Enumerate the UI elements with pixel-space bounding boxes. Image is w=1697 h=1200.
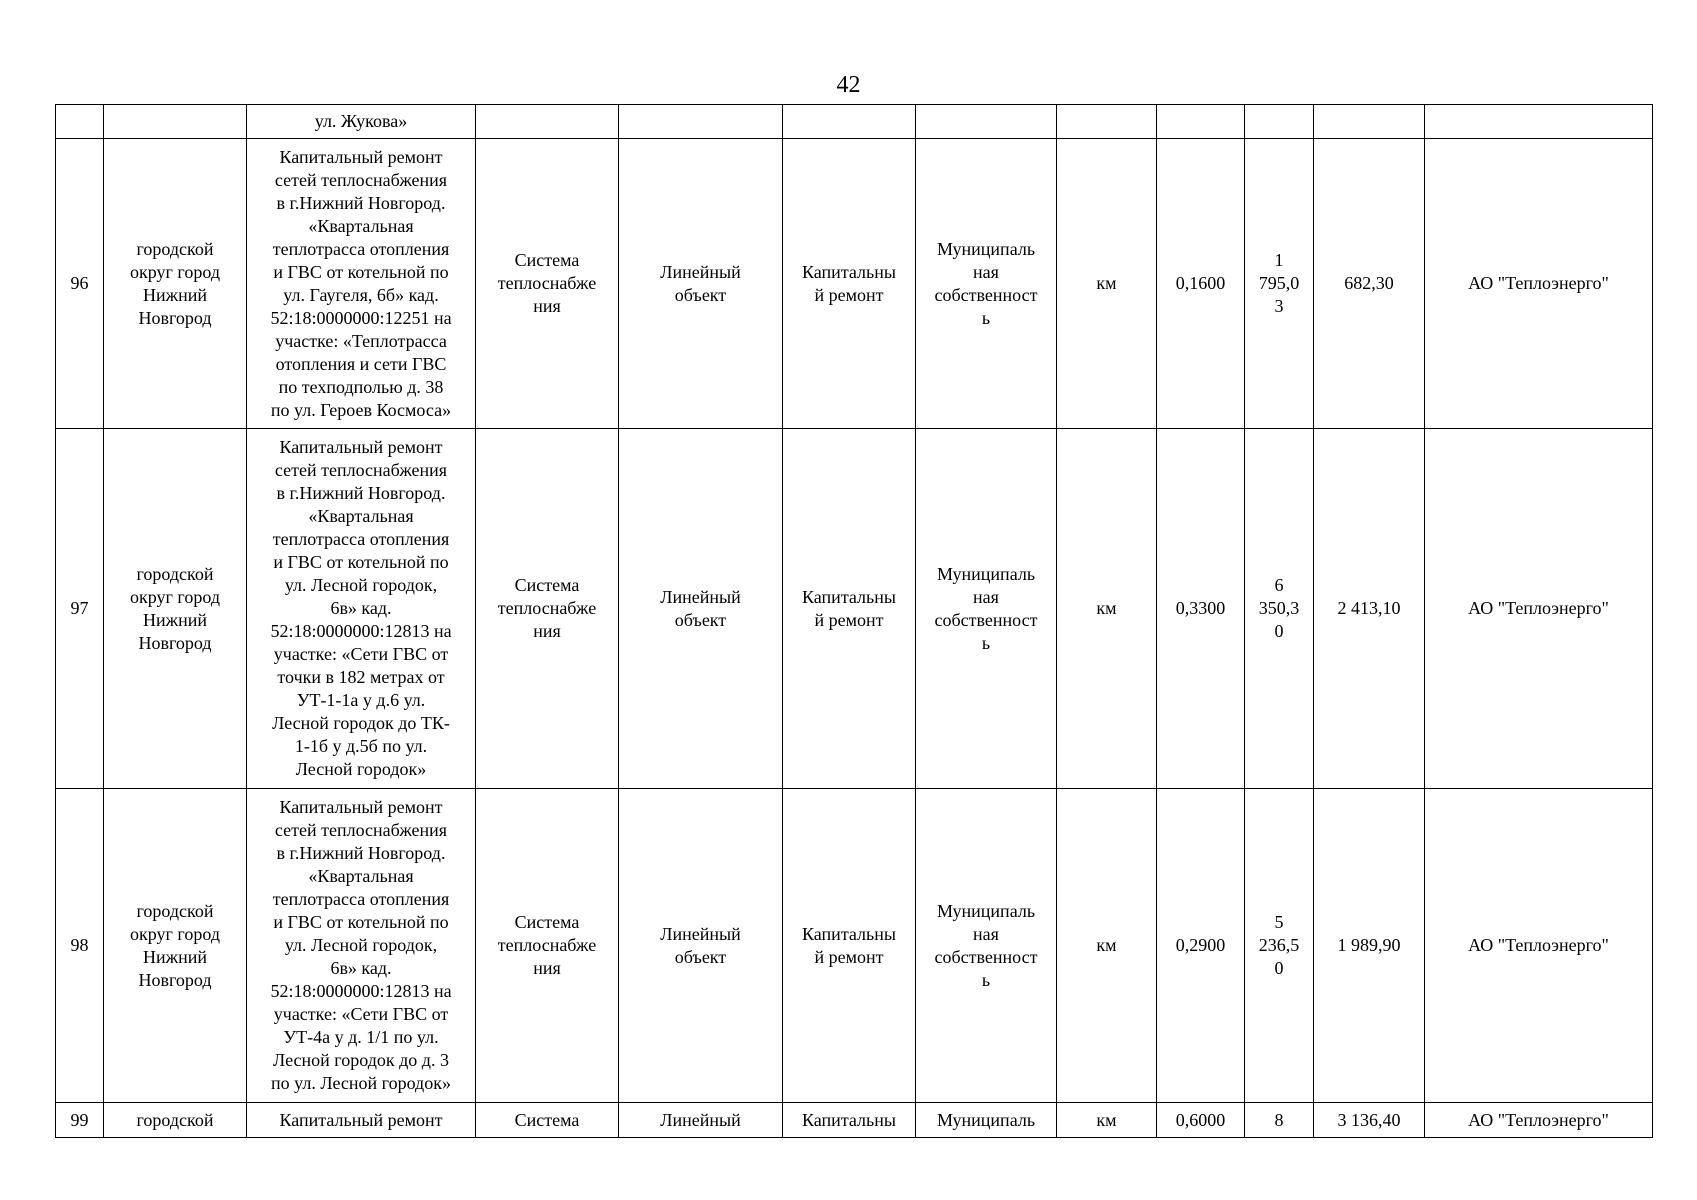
table-cell [476,105,619,139]
ownership-cell: Муниципаль ная собственност ь [916,789,1057,1103]
quantity-cell: 0,3300 [1157,429,1245,789]
table-row [56,139,1653,429]
cost-cell: 1 795,0 3 [1245,139,1314,429]
table-cell [104,105,247,139]
ownership-cell: Муниципаль ная собственност ь [916,139,1057,429]
unit-cell: км [1057,429,1157,789]
system-cell: Система [476,1103,619,1138]
object-name-cell: Капитальный ремонт сетей теплоснабжения в г.Нижний Новгород. «Квартальная теплотрасса отопления и ГВС от котельной по ул. Лесной городок, 6в» кад. 52:18:0000000:12813 на участке: «Сети ГВС от точки в 182 метрах от УТ-1-1а у д.6 ул. Лесной городок до ТК- 1-1б у д.5б по ул. Лесной городок» [247,429,476,789]
row-number: 97 [56,429,104,789]
ownership-cell: Муниципаль ная собственност ь [916,429,1057,789]
object-type-cell: Линейный объект [619,139,783,429]
table-cell [56,105,104,139]
system-cell: Система теплоснабже ния [476,429,619,789]
amount-cell: 1 989,90 [1314,789,1425,1103]
row-number: 98 [56,789,104,1103]
cost-cell: 8 [1245,1103,1314,1138]
work-type-cell: Капитальны й ремонт [783,139,916,429]
municipality-cell: городской округ город Нижний Новгород [104,139,247,429]
table-cell [1314,105,1425,139]
object-name-cell: Капитальный ремонт сетей теплоснабжения в г.Нижний Новгород. «Квартальная теплотрасса отопления и ГВС от котельной по ул. Лесной городок, 6в» кад. 52:18:0000000:12813 на участке: «Сети ГВС от УТ-4а у д. 1/1 по ул. Лесной городок до д. 3 по ул. Лесной городок» [247,789,476,1103]
organization-cell: АО "Теплоэнерго" [1425,1103,1653,1138]
cost-cell: 5 236,5 0 [1245,789,1314,1103]
table-cell [1057,105,1157,139]
unit-cell: км [1057,1103,1157,1138]
municipality-cell: городской округ город Нижний Новгород [104,429,247,789]
row-number: 96 [56,139,104,429]
unit-cell: км [1057,789,1157,1103]
ownership-cell: Муниципаль [916,1103,1057,1138]
organization-cell: АО "Теплоэнерго" [1425,789,1653,1103]
table-row [56,789,1653,1103]
municipality-cell: городской округ город Нижний Новгород [104,789,247,1103]
table-row-continuation [56,105,1653,139]
system-cell: Система теплоснабже ния [476,789,619,1103]
table-cell [783,105,916,139]
organization-cell: АО "Теплоэнерго" [1425,139,1653,429]
object-name-cell: Капитальный ремонт [247,1103,476,1138]
cost-cell: 6 350,3 0 [1245,429,1314,789]
table-cell [916,105,1057,139]
table-row [56,429,1653,789]
system-cell: Система теплоснабже ния [476,139,619,429]
amount-cell: 2 413,10 [1314,429,1425,789]
table-cell [1245,105,1314,139]
work-type-cell: Капитальны й ремонт [783,429,916,789]
work-type-cell: Капитальны [783,1103,916,1138]
table-cell [619,105,783,139]
object-type-cell: Линейный объект [619,789,783,1103]
organization-cell: АО "Теплоэнерго" [1425,429,1653,789]
object-type-cell: Линейный [619,1103,783,1138]
municipality-cell: городской [104,1103,247,1138]
amount-cell: 682,30 [1314,139,1425,429]
table-cell [1425,105,1653,139]
unit-cell: км [1057,139,1157,429]
work-type-cell: Капитальны й ремонт [783,789,916,1103]
quantity-cell: 0,2900 [1157,789,1245,1103]
quantity-cell: 0,6000 [1157,1103,1245,1138]
amount-cell: 3 136,40 [1314,1103,1425,1138]
object-name-cell: Капитальный ремонт сетей теплоснабжения в г.Нижний Новгород. «Квартальная теплотрасса отопления и ГВС от котельной по ул. Гаугеля, 6б» кад. 52:18:0000000:12251 на участке: «Теплотрасса отопления и сети ГВС по техподполью д. 38 по ул. Героев Космоса» [247,139,476,429]
table-cell: ул. Жукова» [247,105,476,139]
object-type-cell: Линейный объект [619,429,783,789]
page-number: 42 [836,72,861,98]
table-row [56,1103,1653,1138]
quantity-cell: 0,1600 [1157,139,1245,429]
table-cell [1157,105,1245,139]
register-table [55,104,1653,1138]
row-number: 99 [56,1103,104,1138]
